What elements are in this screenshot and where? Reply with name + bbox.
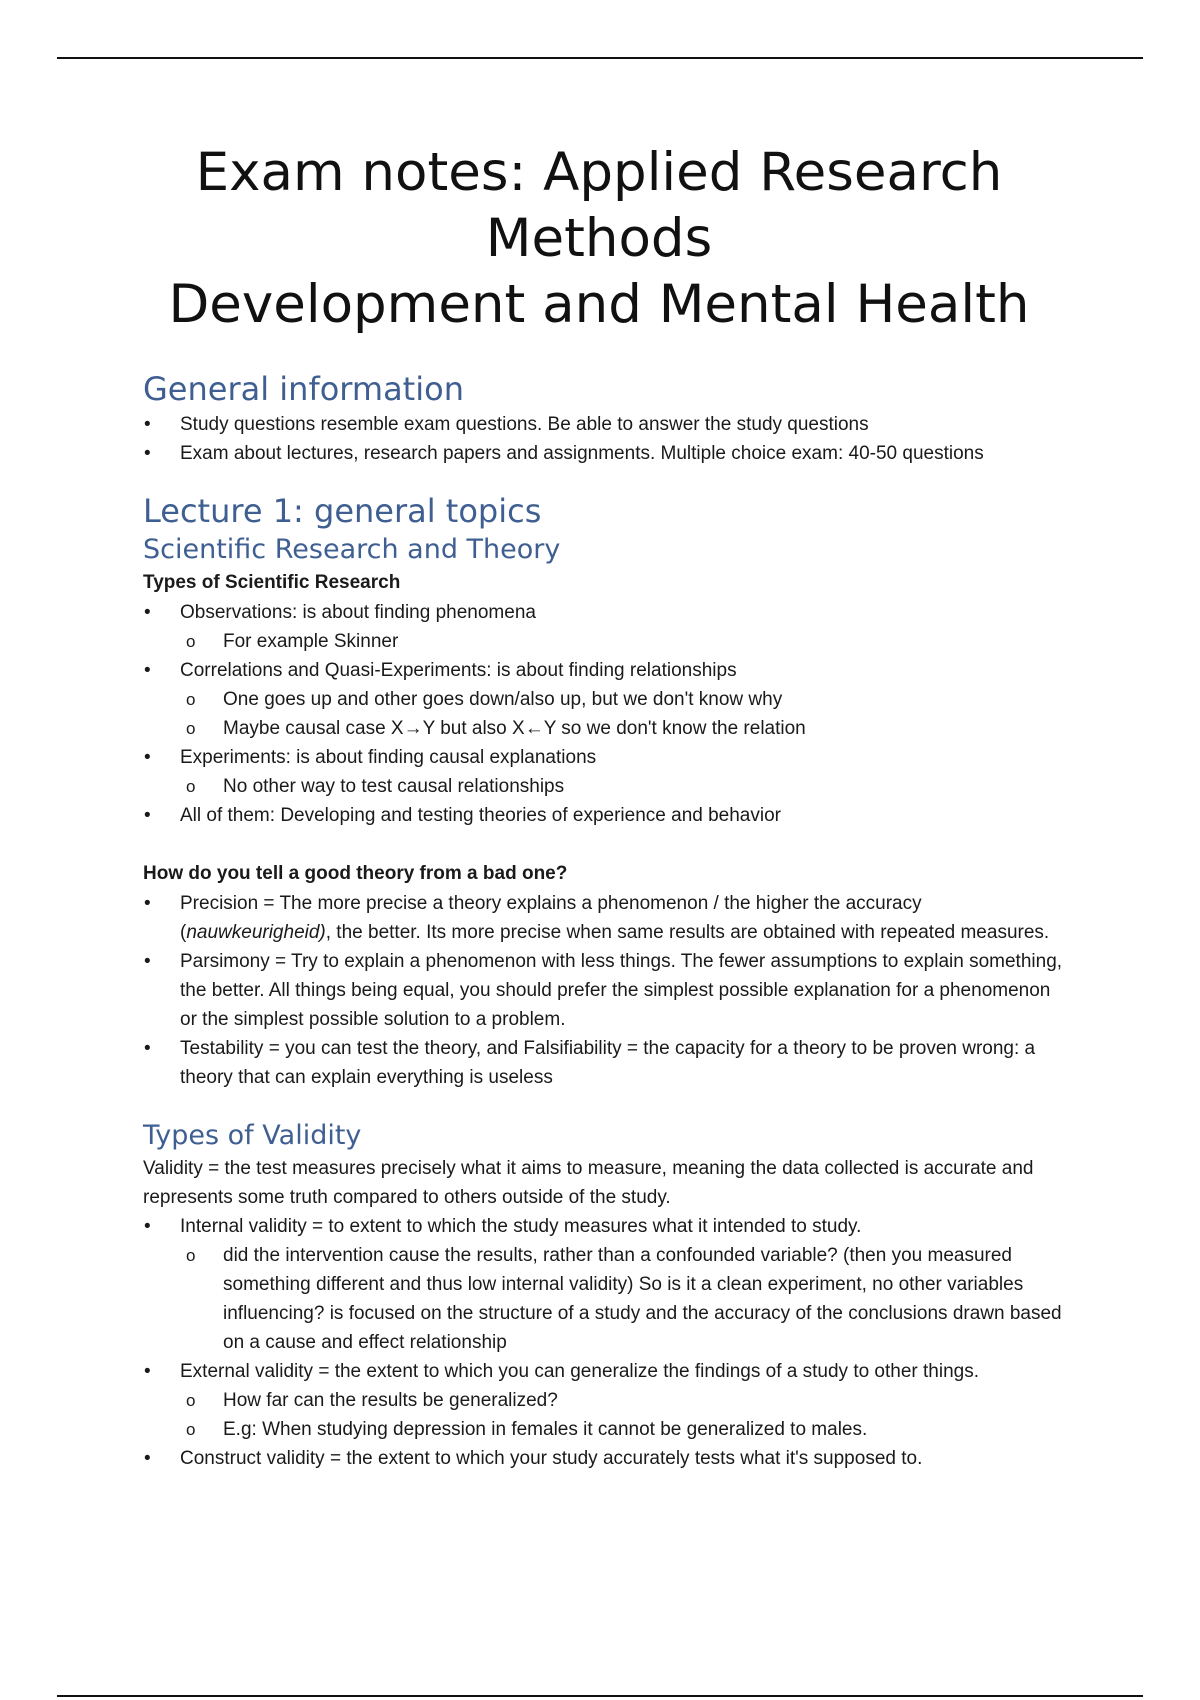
- document-title: [135, 140, 1063, 338]
- sub-list-item: o did the intervention cause the results, rather than a confounded variable? (then you measured something different and thus low internal validity) So is it a clean experiment, no other variables influencing? is focused on the structure of a study and the accuracy of the conclusions drawn based on a cause and effect relationship: [143, 1241, 1063, 1357]
- sub-list-item: o E.g: When studying depression in females it cannot be generalized to males.: [143, 1415, 1063, 1444]
- list-item: • Exam about lectures, research papers and assignments. Multiple choice exam: 40-50 questions: [143, 439, 1063, 468]
- heading-general-information: General information: [143, 370, 464, 408]
- precision-italic-term: nauwkeurigheid): [186, 922, 326, 943]
- theory-criteria-list: [143, 889, 1063, 1092]
- heading-scientific-research: Scientific Research and Theory: [143, 534, 561, 565]
- list-item-parsimony: • Parsimony = Try to explain a phenomenon with less things. The fewer assumptions to explain something, the better. All things being equal, you should prefer the simplest possible explanation for a phenomenon or the simplest possible solution to a problem.: [143, 947, 1063, 1034]
- list-item: • Study questions resemble exam questions. Be able to answer the study questions: [143, 410, 1063, 439]
- sub-list-item: o One goes up and other goes down/also up, but we don't know why: [143, 685, 1063, 714]
- precision-text: Precision = The more precise a theory explains a phenomenon / the higher the accuracy (: [180, 893, 922, 943]
- list-item-all: • All of them: Developing and testing theories of experience and behavior: [143, 801, 1063, 830]
- sub-list-item: o For example Skinner: [143, 627, 1063, 656]
- list-item-correlations: • Correlations and Quasi-Experiments: is about finding relationships: [143, 656, 1063, 685]
- list-item-construct-validity: • Construct validity = the extent to which your study accurately tests what it's supposed to.: [143, 1444, 1063, 1473]
- title-line-2: Methods: [485, 208, 713, 269]
- list-item-testability: • Testability = you can test the theory, and Falsifiability = the capacity for a theory to be proven wrong: a theory that can explain everything is useless: [143, 1034, 1063, 1092]
- list-item-experiments: • Experiments: is about finding causal explanations: [143, 743, 1063, 772]
- general-info-list: [143, 410, 1063, 468]
- bottom-rule: [57, 1695, 1143, 1697]
- sub-list-item: o Maybe causal case X→Y but also X←Y so we don't know the relation: [143, 714, 1063, 743]
- document-body: [143, 140, 1063, 1473]
- list-item-observations: • Observations: is about finding phenomena: [143, 598, 1063, 627]
- subheading-good-theory: How do you tell a good theory from a bad one?: [143, 863, 568, 884]
- validity-intro: Validity = the test measures precisely what it aims to measure, meaning the data collected is accurate and represents some truth compared to others outside of the study.: [143, 1158, 1034, 1208]
- sub-list-item: o No other way to test causal relationships: [143, 772, 1063, 801]
- title-line-3: Development and Mental Health: [168, 274, 1030, 335]
- precision-text-end: , the better. Its more precise when same results are obtained with repeated measures.: [325, 922, 1050, 943]
- heading-types-of-validity: Types of Validity: [143, 1120, 362, 1151]
- list-item-precision: [143, 889, 1063, 947]
- sub-list-item: o How far can the results be generalized?: [143, 1386, 1063, 1415]
- subheading-types-of-research: Types of Scientific Research: [143, 572, 401, 593]
- validity-list: [143, 1212, 1063, 1473]
- heading-lecture-1: Lecture 1: general topics: [143, 492, 542, 530]
- list-item-internal-validity: • Internal validity = to extent to which the study measures what it intended to study.: [143, 1212, 1063, 1241]
- title-line-1: Exam notes: Applied Research: [195, 142, 1003, 203]
- spacer: [143, 830, 1063, 859]
- research-types-list: [143, 598, 1063, 830]
- list-item-external-validity: • External validity = the extent to which you can generalize the findings of a study to other things.: [143, 1357, 1063, 1386]
- top-rule: [57, 57, 1143, 59]
